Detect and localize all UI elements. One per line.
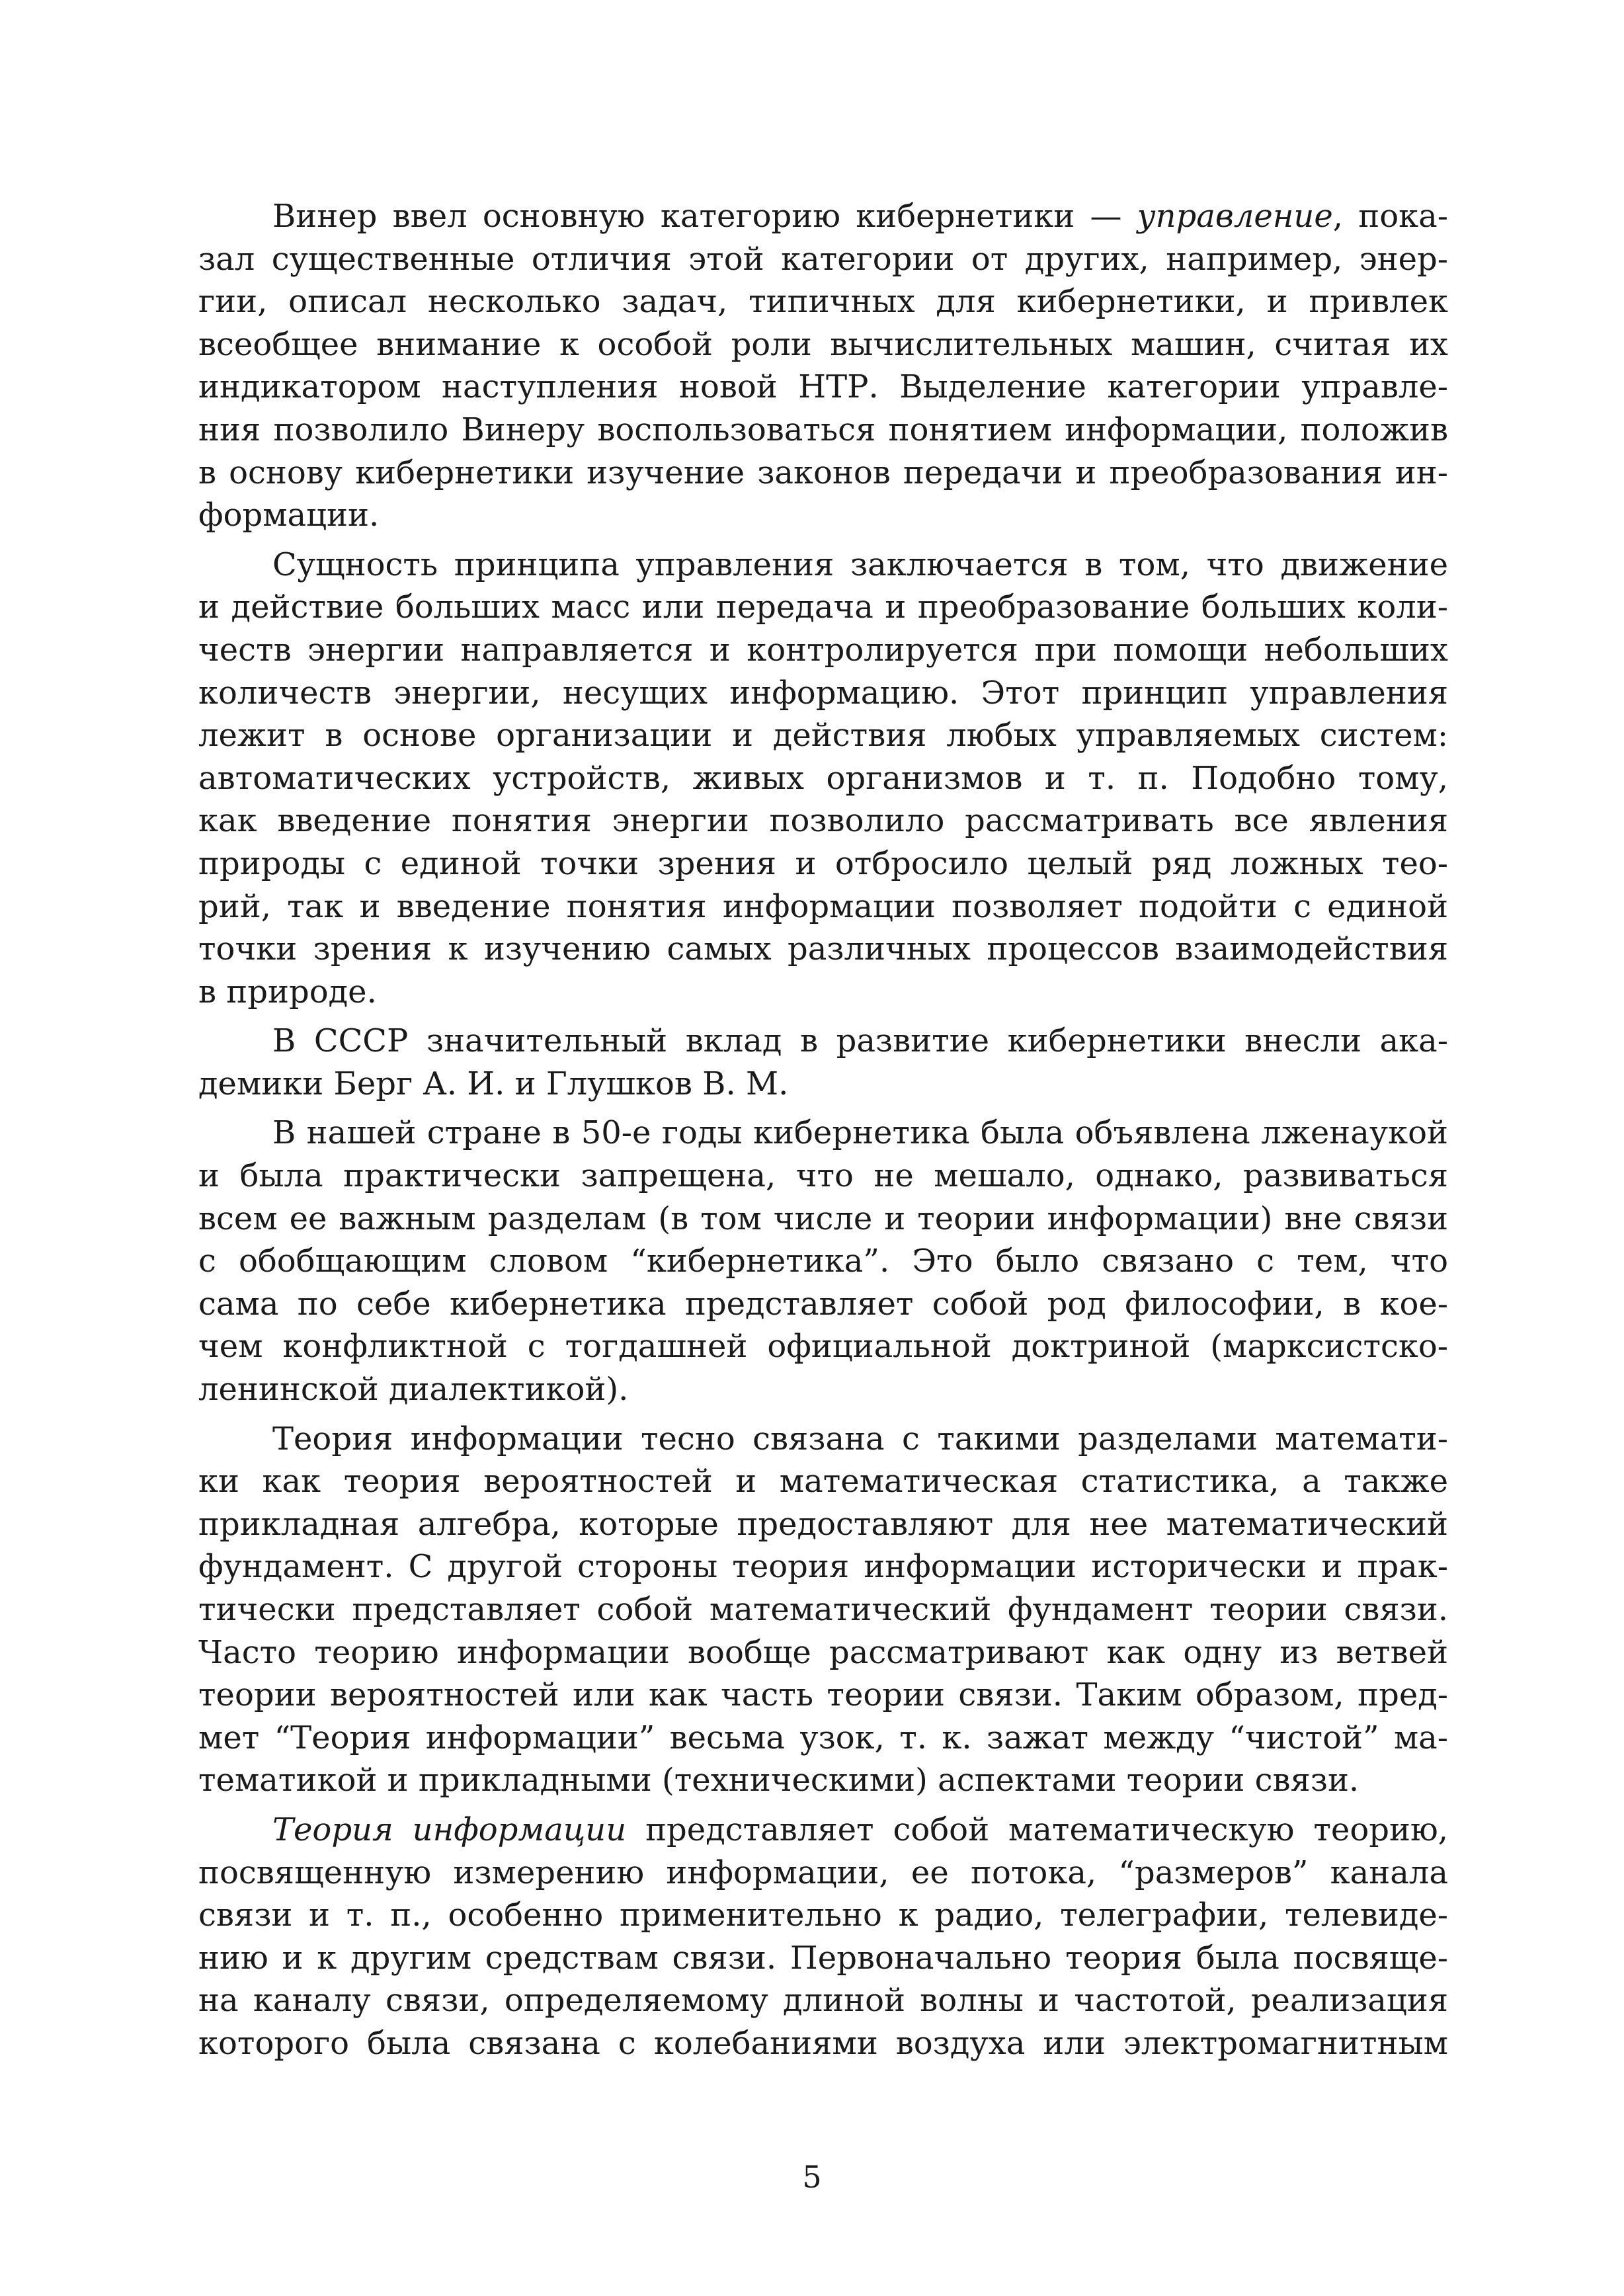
text-run: В СССР значительный вклад в развитие кибернетики внесли ака- (272, 1022, 1448, 1060)
text-run: всем ее важным разделам (в том числе и теории информации) вне связи (198, 1200, 1448, 1237)
text-run: в природе. (198, 973, 377, 1010)
text-run: индикатором наступления новой НТР. Выделение категории управле- (198, 368, 1448, 406)
text-run: честв энергии направляется и контролируется при помощи небольших (198, 631, 1448, 669)
text-run: представляет собой математическую теорию, (626, 1811, 1449, 1848)
text-line (198, 238, 1448, 281)
text-line (198, 1460, 1448, 1503)
page-number: 5 (802, 2159, 822, 2195)
text-line (198, 1674, 1448, 1717)
text-run: , пока- (1332, 198, 1448, 235)
text-run: зал существенные отличия этой категории от других, например, энер- (198, 240, 1448, 278)
text-line (198, 1020, 1448, 1063)
text-line (198, 629, 1448, 672)
text-run: Теория информации тесно связана с такими разделами математи- (272, 1420, 1448, 1457)
text-run: гии, описал несколько задач, типичных для кибернетики, и привлек (198, 283, 1448, 321)
text-line (198, 842, 1448, 885)
text-run: и была практически запрещена, что не мешало, однако, развиваться (198, 1157, 1448, 1195)
text-run: тематикой и прикладными (техническими) аспектами теории связи. (198, 1762, 1360, 1799)
text-line (198, 1759, 1448, 1802)
text-run: лежит в основе организации и действия любых управляемых систем: (198, 717, 1448, 755)
text-line (198, 1198, 1448, 1241)
text-run: теории вероятностей или как часть теории связи. Таким образом, пред- (198, 1676, 1448, 1714)
emphasis-text: управление (1137, 198, 1333, 235)
text-run: всеобщее внимание к особой роли вычислительных машин, считая их (198, 325, 1448, 363)
text-run: на каналу связи, определяемому длиной волны и частотой, реализация (198, 1982, 1448, 2020)
text-line (198, 544, 1448, 587)
text-run: демики Берг А. И. и Глушков В. М. (198, 1065, 789, 1102)
text-run: сама по себе кибернетика представляет собой род философии, в кое- (198, 1285, 1448, 1323)
text-run: фундамент. С другой стороны теория информации исторически и прак- (198, 1548, 1448, 1586)
text-run: ленинской диалектикой). (198, 1371, 629, 1409)
text-line (198, 1937, 1448, 1980)
text-line (198, 1325, 1448, 1368)
text-line (198, 1545, 1448, 1588)
emphasis-text: Теория информации (272, 1811, 627, 1848)
text-run: мет “Теория информации” весьма узок, т. к. зажат между “чистой” ма- (198, 1719, 1448, 1756)
text-run: Винер ввел основную категорию кибернетики — (272, 198, 1137, 235)
text-run: Сущность принципа управления заключается в том, что движение (272, 546, 1448, 583)
paragraph (198, 1020, 1448, 1105)
text-run: точки зрения к изучению самых различных процессов взаимодействия (198, 930, 1448, 968)
text-run: ния позволило Винеру воспользоваться понятием информации, положив (198, 411, 1448, 448)
text-line (198, 672, 1448, 715)
text-line (198, 586, 1448, 629)
text-line (198, 1852, 1448, 1895)
text-line (198, 1809, 1448, 1852)
text-line (198, 494, 1448, 537)
text-run: как введение понятия энергии позволило рассматривать все явления (198, 802, 1448, 840)
paragraph (198, 1418, 1448, 1802)
text-line (198, 928, 1448, 971)
text-line (198, 971, 1448, 1014)
text-line (198, 280, 1448, 323)
text-run: количеств энергии, несущих информацию. Этот принцип управления (198, 674, 1448, 712)
text-run: чем конфликтной с тогдашней официальной доктриной (марксистско- (198, 1328, 1448, 1366)
text-line (198, 1112, 1448, 1155)
text-run: прикладная алгебра, которые предоставляют для нее математический (198, 1505, 1448, 1543)
text-line (198, 757, 1448, 800)
text-line (198, 1368, 1448, 1411)
text-line (198, 1240, 1448, 1283)
text-run: автоматических устройств, живых организмов и т. п. Подобно тому, (198, 759, 1448, 797)
text-line (198, 195, 1448, 238)
text-line (198, 1063, 1448, 1106)
text-run: рий, так и введение понятия информации позволяет подойти с единой (198, 887, 1448, 925)
text-run: В нашей стране в 50-е годы кибернетика была объявлена лженаукой (272, 1114, 1448, 1152)
text-line (198, 366, 1448, 409)
text-line (198, 1631, 1448, 1674)
text-line (198, 800, 1448, 842)
text-run: с обобщающим словом “кибернетика”. Это было связано с тем, что (198, 1243, 1448, 1280)
text-run: в основу кибернетики изучение законов передачи и преобразования ин- (198, 454, 1448, 491)
text-line (198, 323, 1448, 366)
text-line (198, 1503, 1448, 1546)
text-line (198, 1588, 1448, 1631)
text-run: нию и к другим средствам связи. Первоначально теория была посвяще- (198, 1939, 1448, 1977)
text-line (198, 2022, 1448, 2065)
paragraph (198, 544, 1448, 1014)
text-run: Часто теорию информации вообще рассматривают как одну из ветвей (198, 1633, 1448, 1671)
text-run: природы с единой точки зрения и отбросило целый ряд ложных тео- (198, 844, 1448, 882)
text-line (198, 409, 1448, 452)
text-line (198, 1979, 1448, 2022)
text-line (198, 1894, 1448, 1937)
text-line (198, 1418, 1448, 1461)
text-line (198, 1155, 1448, 1198)
body-text (198, 195, 1448, 2065)
text-run: ки как теория вероятностей и математическая статистика, а также (198, 1463, 1448, 1500)
text-run: посвященную измерению информации, ее потока, “размеров” канала (198, 1854, 1448, 1891)
text-run: которого была связана с колебаниями воздуха или электромагнитным (198, 2024, 1448, 2062)
paragraph (198, 195, 1448, 537)
text-run: связи и т. п., особенно применительно к радио, телеграфии, телевиде- (198, 1897, 1448, 1934)
text-run: и действие больших масс или передача и преобразование больших коли- (198, 589, 1448, 626)
text-line (198, 885, 1448, 928)
text-line (198, 1717, 1448, 1760)
text-run: формации. (198, 497, 380, 534)
paragraph (198, 1112, 1448, 1411)
text-line (198, 714, 1448, 757)
paragraph (198, 1809, 1448, 2065)
text-run: тически представляет собой математический фундамент теории связи. (198, 1591, 1448, 1628)
text-line (198, 452, 1448, 495)
text-line (198, 1283, 1448, 1326)
